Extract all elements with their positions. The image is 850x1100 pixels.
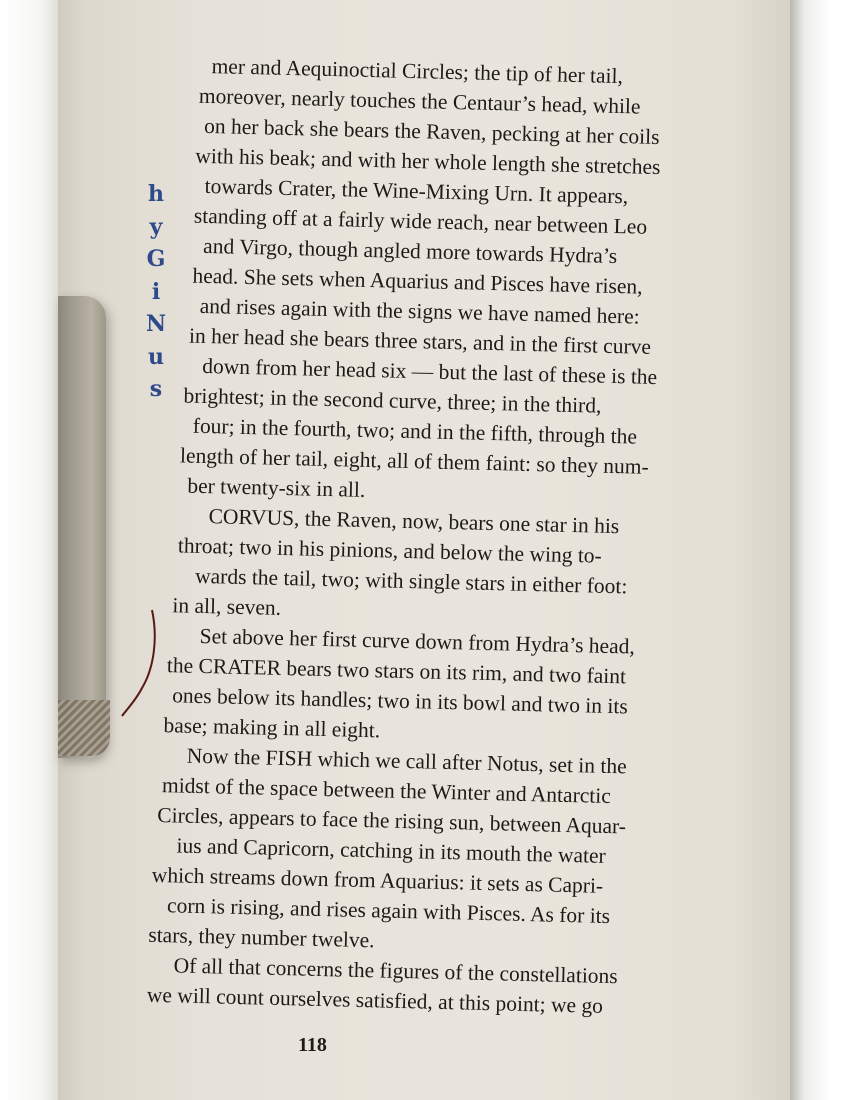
text-line: we will count ourselves satisfied, at this point; we go bbox=[146, 982, 604, 1018]
text-line: Of all that concerns the figures of the constellations bbox=[173, 953, 618, 989]
text-line: and rises again with the signs we have named here: bbox=[199, 293, 640, 329]
text-line: down from her head six — but the last of these is the bbox=[201, 353, 658, 390]
text-line: brightest; in the second curve, three; in the third, bbox=[183, 383, 602, 418]
text-line: throat; two in his pinions, and below the wing to- bbox=[177, 533, 603, 568]
text-line: on her back she bears the Raven, pecking at her coils bbox=[203, 113, 660, 150]
bookmark-thread bbox=[118, 608, 160, 718]
running-head-letter: s bbox=[149, 376, 163, 402]
text-line: ius and Capricorn, catching in its mouth the water bbox=[176, 833, 607, 868]
running-head-letter: N bbox=[145, 311, 167, 337]
text-line: towards Crater, the Wine-Mixing Urn. It appears, bbox=[204, 173, 629, 209]
text-line: Set above her first curve down from Hydra’s head, bbox=[199, 623, 636, 659]
text-line: in all, seven. bbox=[172, 593, 282, 620]
running-head-letter: h bbox=[148, 181, 164, 207]
background-left bbox=[0, 0, 60, 1100]
running-head-letter: G bbox=[146, 246, 166, 272]
text-line: Circles, appears to face the rising sun, between Aquar- bbox=[157, 802, 627, 839]
text-line: four; in the fourth, two; and in the fifth, through the bbox=[192, 413, 638, 449]
text-line: Now the FISH which we call after Notus, set in the bbox=[186, 743, 627, 779]
text-line: wards the tail, two; with single stars in either foot: bbox=[194, 563, 628, 599]
text-line: mer and Aequinoctial Circles; the tip of her tail, bbox=[211, 54, 624, 89]
text-line: in her head she bears three stars, and in the first curve bbox=[188, 323, 652, 359]
text-line: stars, they number twelve. bbox=[148, 922, 375, 953]
text-line: midst of the space between the Winter and Antarctic bbox=[161, 773, 612, 809]
running-head-letter: y bbox=[149, 213, 163, 240]
bookmark-ribbon-fringe bbox=[58, 700, 110, 756]
text-line: length of her tail, eight, all of them faint: so they num- bbox=[179, 443, 649, 479]
text-line: the CRATER bears two stars on its rim, and two faint bbox=[166, 653, 627, 689]
running-head-letter: i bbox=[151, 278, 161, 305]
page-number: 118 bbox=[298, 1034, 327, 1056]
text-line: corn is rising, and rises again with Pisces. As for its bbox=[166, 893, 611, 929]
text-line: ones below its handles; two in its bowl and two in its bbox=[171, 683, 629, 719]
text-line: base; making in all eight. bbox=[163, 713, 381, 743]
text-line: moreover, nearly touches the Centaur’s head, while bbox=[198, 83, 641, 119]
running-head-letter: u bbox=[148, 343, 164, 370]
running-head-vertical bbox=[136, 178, 176, 406]
text-line: with his beak; and with her whole length she stretches bbox=[195, 143, 661, 180]
text-line: head. She sets when Aquarius and Pisces have risen, bbox=[192, 263, 643, 299]
text-line: CORVUS, the Raven, now, bears one star in his bbox=[208, 504, 620, 539]
page-edge-shadow bbox=[790, 0, 850, 1100]
text-line: ber twenty-six in all. bbox=[187, 473, 366, 502]
text-line: which streams down from Aquarius: it sets as Capri- bbox=[151, 862, 604, 898]
bookmark-ribbon[interactable] bbox=[58, 296, 106, 758]
text-line: and Virgo, though angled more towards Hydra’s bbox=[202, 233, 618, 269]
text-line: standing off at a fairly wide reach, near between Leo bbox=[193, 203, 648, 239]
